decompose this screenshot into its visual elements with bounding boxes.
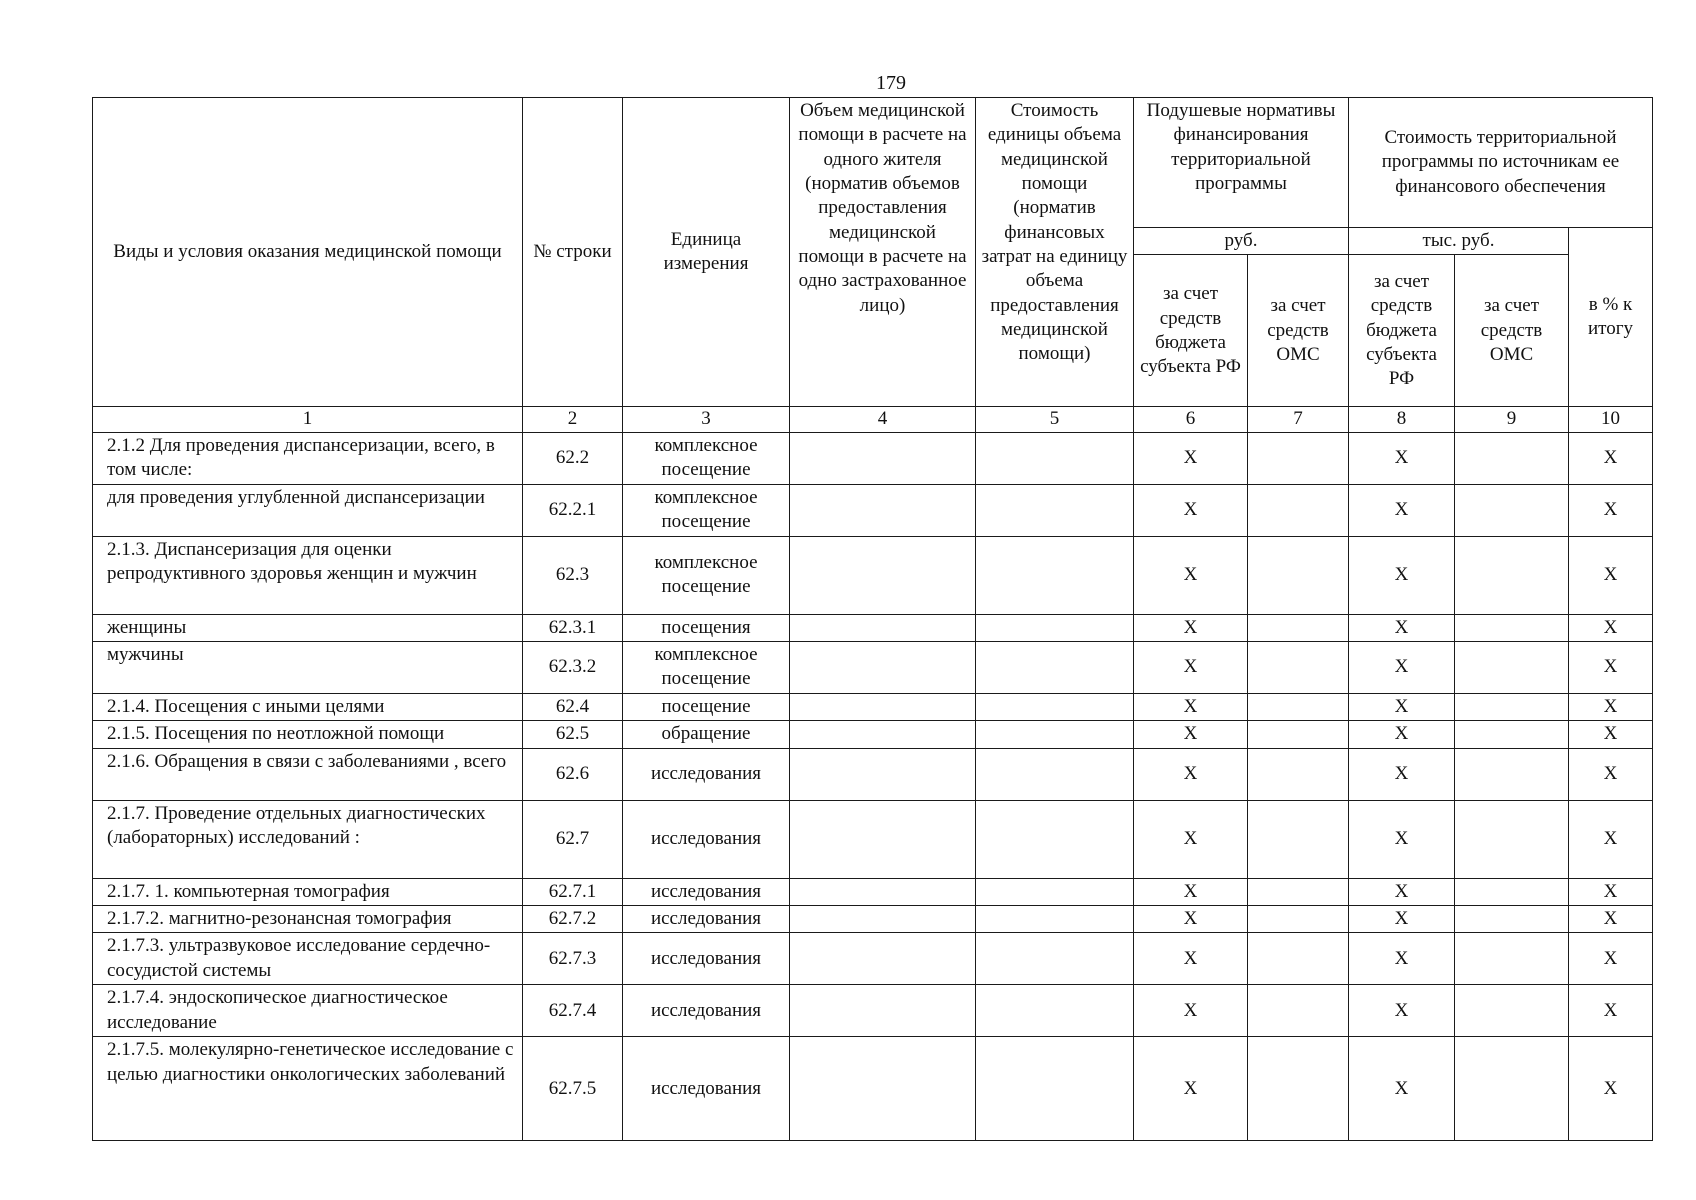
row-unit-cost — [976, 721, 1134, 748]
header-unit-cost: Стоимость единицы объема медицинской помощи (норматив финансовых затрат на единицу объема предоставления медицинской помощи) — [976, 98, 1134, 407]
row-budget-thousand: Х — [1349, 748, 1455, 800]
table-row — [93, 536, 1653, 614]
row-oms-thousand — [1455, 985, 1569, 1037]
header-type-of-care: Виды и условия оказания медицинской помощи — [93, 98, 523, 407]
row-budget-thousand: Х — [1349, 536, 1455, 614]
row-budget-rub: Х — [1134, 432, 1248, 484]
table-header — [93, 98, 1653, 433]
row-budget-rub: Х — [1134, 536, 1248, 614]
row-budget-rub: Х — [1134, 905, 1248, 932]
row-budget-thousand: Х — [1349, 693, 1455, 720]
row-budget-rub: Х — [1134, 1037, 1248, 1141]
row-unit-cost — [976, 536, 1134, 614]
column-number-row — [93, 407, 1653, 432]
row-percent-total: Х — [1569, 933, 1653, 985]
row-percent-total: Х — [1569, 432, 1653, 484]
row-unit: исследования — [623, 748, 790, 800]
row-oms-thousand — [1455, 1037, 1569, 1141]
row-oms-rub — [1248, 933, 1349, 985]
row-unit-cost — [976, 641, 1134, 693]
header-unit-thousand-rub: тыс. руб. — [1349, 228, 1569, 255]
table-row — [93, 484, 1653, 536]
row-oms-thousand — [1455, 748, 1569, 800]
row-unit: комплексное посещение — [623, 536, 790, 614]
row-percent-total: Х — [1569, 484, 1653, 536]
column-number: 7 — [1248, 407, 1349, 432]
header-unit-rub: руб. — [1134, 228, 1349, 255]
table-row — [93, 614, 1653, 641]
row-percent-total: Х — [1569, 748, 1653, 800]
row-oms-thousand — [1455, 614, 1569, 641]
row-name: мужчины — [93, 641, 523, 693]
row-unit: комплексное посещение — [623, 432, 790, 484]
row-percent-total: Х — [1569, 614, 1653, 641]
row-oms-rub — [1248, 878, 1349, 905]
row-budget-rub: Х — [1134, 693, 1248, 720]
row-name: 2.1.7.5. молекулярно-генетическое исследование с целью диагностики онкологических заболеваний — [93, 1037, 523, 1141]
row-oms-rub — [1248, 748, 1349, 800]
row-budget-thousand: Х — [1349, 985, 1455, 1037]
row-budget-rub: Х — [1134, 878, 1248, 905]
row-percent-total: Х — [1569, 800, 1653, 878]
row-unit-cost — [976, 933, 1134, 985]
row-name: 2.1.7.2. магнитно-резонансная томография — [93, 905, 523, 932]
row-volume — [790, 641, 976, 693]
table-row — [93, 641, 1653, 693]
row-budget-rub: Х — [1134, 641, 1248, 693]
row-volume — [790, 800, 976, 878]
header-per-capita-group: Подушевые нормативы финансирования территориальной программы — [1134, 98, 1349, 228]
header-volume: Объем медицинской помощи в расчете на одного жителя (норматив объемов предоставления медицинской помощи в расчете на одно застрахованное лицо) — [790, 98, 976, 407]
row-percent-total: Х — [1569, 693, 1653, 720]
header-budget-thousand: за счет средств бюджета субъекта РФ — [1349, 255, 1455, 407]
row-volume — [790, 748, 976, 800]
row-volume — [790, 536, 976, 614]
row-unit-cost — [976, 800, 1134, 878]
row-oms-rub — [1248, 721, 1349, 748]
row-unit: исследования — [623, 933, 790, 985]
column-number: 1 — [93, 407, 523, 432]
column-number: 5 — [976, 407, 1134, 432]
row-unit-cost — [976, 748, 1134, 800]
row-name: 2.1.7. 1. компьютерная томография — [93, 878, 523, 905]
header-budget-rub: за счет средств бюджета субъекта РФ — [1134, 255, 1248, 407]
row-oms-thousand — [1455, 484, 1569, 536]
row-unit: исследования — [623, 878, 790, 905]
column-number: 2 — [523, 407, 623, 432]
row-line-number: 62.3 — [523, 536, 623, 614]
row-budget-thousand: Х — [1349, 721, 1455, 748]
row-unit-cost — [976, 693, 1134, 720]
row-budget-thousand: Х — [1349, 1037, 1455, 1141]
table-row — [93, 878, 1653, 905]
row-volume — [790, 614, 976, 641]
header-line-number: № строки — [523, 98, 623, 407]
row-unit: посещение — [623, 693, 790, 720]
row-oms-thousand — [1455, 800, 1569, 878]
row-oms-thousand — [1455, 432, 1569, 484]
row-budget-rub: Х — [1134, 933, 1248, 985]
row-budget-rub: Х — [1134, 800, 1248, 878]
row-unit: обращение — [623, 721, 790, 748]
row-oms-thousand — [1455, 878, 1569, 905]
row-unit-cost — [976, 432, 1134, 484]
row-oms-thousand — [1455, 933, 1569, 985]
row-oms-rub — [1248, 1037, 1349, 1141]
row-unit-cost — [976, 905, 1134, 932]
row-percent-total: Х — [1569, 536, 1653, 614]
header-program-cost-group: Стоимость территориальной программы по источникам ее финансового обеспечения — [1349, 98, 1653, 228]
row-oms-rub — [1248, 985, 1349, 1037]
table-row — [93, 933, 1653, 985]
row-line-number: 62.7.5 — [523, 1037, 623, 1141]
row-unit: исследования — [623, 905, 790, 932]
row-name: для проведения углубленной диспансеризации — [93, 484, 523, 536]
row-volume — [790, 693, 976, 720]
row-percent-total: Х — [1569, 1037, 1653, 1141]
row-line-number: 62.4 — [523, 693, 623, 720]
table-row — [93, 985, 1653, 1037]
row-oms-thousand — [1455, 721, 1569, 748]
row-percent-total: Х — [1569, 641, 1653, 693]
row-oms-thousand — [1455, 536, 1569, 614]
header-oms-thousand: за счет средств ОМС — [1455, 255, 1569, 407]
row-line-number: 62.7.3 — [523, 933, 623, 985]
row-unit: исследования — [623, 800, 790, 878]
row-percent-total: Х — [1569, 721, 1653, 748]
row-volume — [790, 1037, 976, 1141]
row-volume — [790, 484, 976, 536]
row-budget-rub: Х — [1134, 484, 1248, 536]
column-number: 8 — [1349, 407, 1455, 432]
row-oms-rub — [1248, 536, 1349, 614]
row-line-number: 62.7.4 — [523, 985, 623, 1037]
row-percent-total: Х — [1569, 905, 1653, 932]
row-volume — [790, 933, 976, 985]
row-line-number: 62.6 — [523, 748, 623, 800]
row-line-number: 62.5 — [523, 721, 623, 748]
row-oms-rub — [1248, 614, 1349, 641]
row-oms-rub — [1248, 432, 1349, 484]
row-unit: посещения — [623, 614, 790, 641]
table-body — [93, 432, 1653, 1141]
table-row — [93, 1037, 1653, 1141]
table-row — [93, 800, 1653, 878]
row-unit: комплексное посещение — [623, 641, 790, 693]
row-name: 2.1.6. Обращения в связи с заболеваниями , всего — [93, 748, 523, 800]
row-percent-total: Х — [1569, 878, 1653, 905]
row-line-number: 62.3.2 — [523, 641, 623, 693]
column-number: 10 — [1569, 407, 1653, 432]
table-row — [93, 432, 1653, 484]
row-unit: исследования — [623, 1037, 790, 1141]
row-budget-rub: Х — [1134, 748, 1248, 800]
row-unit: исследования — [623, 985, 790, 1037]
financing-table — [92, 97, 1653, 1141]
header-unit: Единица измерения — [623, 98, 790, 407]
row-name: женщины — [93, 614, 523, 641]
row-unit-cost — [976, 1037, 1134, 1141]
row-unit-cost — [976, 614, 1134, 641]
row-name: 2.1.5. Посещения по неотложной помощи — [93, 721, 523, 748]
row-line-number: 62.2.1 — [523, 484, 623, 536]
row-line-number: 62.2 — [523, 432, 623, 484]
row-unit-cost — [976, 878, 1134, 905]
table-row — [93, 693, 1653, 720]
row-budget-thousand: Х — [1349, 905, 1455, 932]
header-oms-rub: за счет средств ОМС — [1248, 255, 1349, 407]
row-oms-rub — [1248, 641, 1349, 693]
row-unit-cost — [976, 985, 1134, 1037]
row-budget-thousand: Х — [1349, 800, 1455, 878]
row-unit: комплексное посещение — [623, 484, 790, 536]
row-budget-thousand: Х — [1349, 614, 1455, 641]
row-budget-rub: Х — [1134, 614, 1248, 641]
column-number: 9 — [1455, 407, 1569, 432]
row-volume — [790, 878, 976, 905]
row-oms-rub — [1248, 484, 1349, 536]
column-number: 6 — [1134, 407, 1248, 432]
row-name: 2.1.3. Диспансеризация для оценки репродуктивного здоровья женщин и мужчин — [93, 536, 523, 614]
row-budget-thousand: Х — [1349, 933, 1455, 985]
row-oms-rub — [1248, 693, 1349, 720]
row-budget-rub: Х — [1134, 721, 1248, 748]
column-number: 3 — [623, 407, 790, 432]
row-budget-thousand: Х — [1349, 432, 1455, 484]
row-budget-thousand: Х — [1349, 641, 1455, 693]
column-number: 4 — [790, 407, 976, 432]
row-volume — [790, 721, 976, 748]
table-row — [93, 905, 1653, 932]
row-name: 2.1.7. Проведение отдельных диагностических (лабораторных) исследований : — [93, 800, 523, 878]
row-name: 2.1.7.3. ультразвуковое исследование сердечно-сосудистой системы — [93, 933, 523, 985]
row-budget-thousand: Х — [1349, 484, 1455, 536]
row-name: 2.1.2 Для проведения диспансеризации, всего, в том числе: — [93, 432, 523, 484]
row-volume — [790, 905, 976, 932]
row-oms-thousand — [1455, 905, 1569, 932]
row-volume — [790, 985, 976, 1037]
row-name: 2.1.7.4. эндоскопическое диагностическое исследование — [93, 985, 523, 1037]
row-line-number: 62.7.2 — [523, 905, 623, 932]
header-percent-total: в % к итогу — [1569, 228, 1653, 407]
row-unit-cost — [976, 484, 1134, 536]
row-percent-total: Х — [1569, 985, 1653, 1037]
row-name: 2.1.4. Посещения с иными целями — [93, 693, 523, 720]
page-number: 179 — [876, 72, 906, 94]
row-budget-thousand: Х — [1349, 878, 1455, 905]
row-oms-rub — [1248, 800, 1349, 878]
row-volume — [790, 432, 976, 484]
row-oms-thousand — [1455, 641, 1569, 693]
row-line-number: 62.7 — [523, 800, 623, 878]
row-oms-thousand — [1455, 693, 1569, 720]
table-row — [93, 721, 1653, 748]
table-row — [93, 748, 1653, 800]
row-line-number: 62.7.1 — [523, 878, 623, 905]
row-budget-rub: Х — [1134, 985, 1248, 1037]
row-oms-rub — [1248, 905, 1349, 932]
row-line-number: 62.3.1 — [523, 614, 623, 641]
